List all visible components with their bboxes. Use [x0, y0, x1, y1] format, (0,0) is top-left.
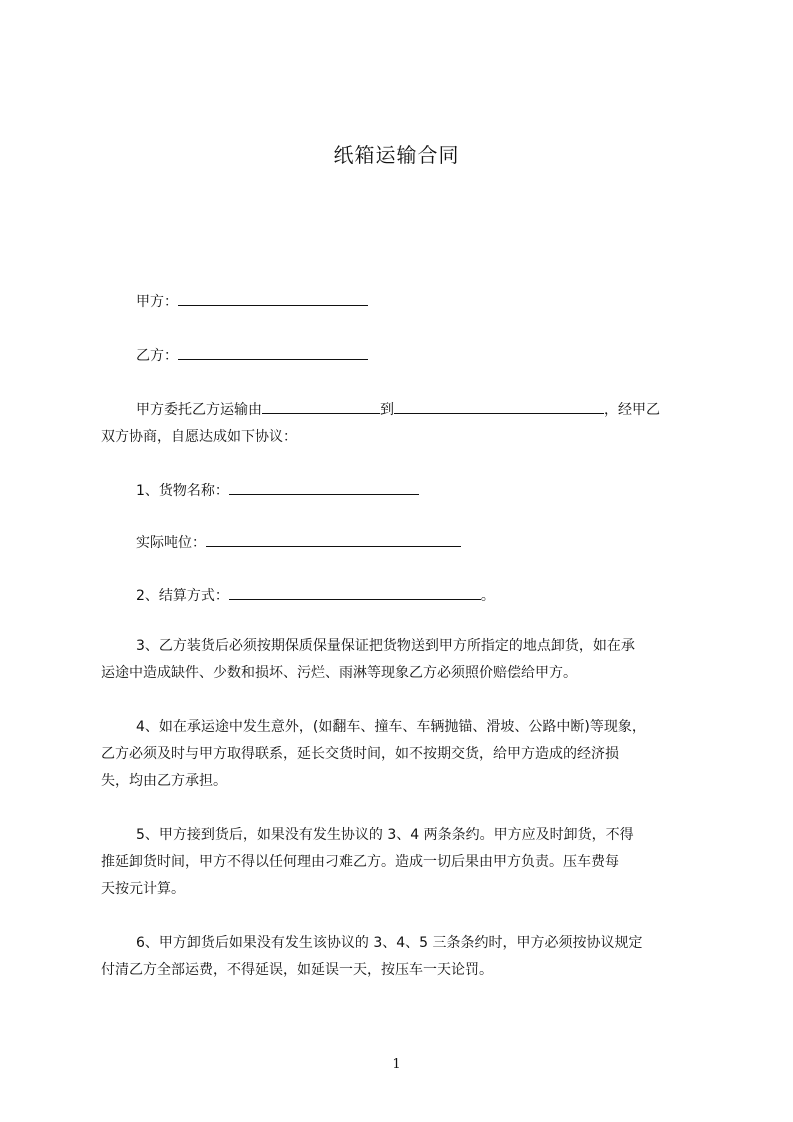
- settlement-line: [136, 585, 495, 606]
- origin-blank: [262, 399, 380, 414]
- party-a-label: 甲方：: [136, 294, 178, 310]
- destination-blank: [394, 399, 604, 414]
- page-number: 1: [392, 1057, 401, 1072]
- tonnage-line: [136, 532, 461, 553]
- party-b-label: 乙方：: [136, 348, 178, 364]
- tonnage-blank: [206, 532, 461, 547]
- goods-name-line: [136, 480, 419, 501]
- intro-paragraph: [101, 397, 713, 451]
- clause-4-line-1: 4、如在承运途中发生意外，(如翻车、撞车、车辆抛锚、滑坡、公路中断)等现象，: [136, 719, 646, 735]
- party-b-blank: [178, 345, 368, 360]
- document-title: 纸箱运输合同: [333, 143, 460, 167]
- intro-text-3: ，经甲乙: [604, 402, 660, 418]
- tonnage-label: 实际吨位：: [136, 535, 206, 551]
- clause-4-line-2: 乙方必须及时与甲方取得联系，延长交货时间，如不按期交货，给甲方造成的经济损: [101, 746, 619, 762]
- clause-3: [101, 633, 713, 687]
- goods-name-label: 1、货物名称：: [136, 483, 229, 499]
- clause-5: [101, 822, 713, 903]
- clause-5-line-2: 推延卸货时间，甲方不得以任何理由刁难乙方。造成一切后果由甲方负责。压车费每: [101, 854, 619, 870]
- intro-line-1: [101, 397, 713, 424]
- clause-3-line-1: 3、乙方装货后必须按期保质保量保证把货物送到甲方所指定的地点卸货，如在承: [136, 638, 635, 654]
- intro-text-1: 甲方委托乙方运输由: [136, 402, 262, 418]
- clause-5-line-3: 天按元计算。: [101, 881, 185, 897]
- clause-5-line-1: 5、甲方接到货后，如果没有发生协议的 3、4 两条条约。甲方应及时卸货，不得: [136, 827, 634, 843]
- intro-line-2: 双方协商，自愿达成如下协议：: [101, 429, 297, 445]
- party-b-line: [136, 345, 368, 366]
- party-a-blank: [178, 291, 368, 306]
- clause-4-line-3: 失，均由乙方承担。: [101, 773, 227, 789]
- clause-3-line-2: 运途中造成缺件、少数和损坏、污烂、雨淋等现象乙方必须照价赔偿给甲方。: [101, 665, 577, 681]
- settlement-label: 2、结算方式：: [136, 588, 229, 604]
- goods-name-blank: [229, 480, 419, 495]
- clause-6-line-1: 6、甲方卸货后如果没有发生该协议的 3、4、5 三条条约时，甲方必须按协议规定: [136, 935, 643, 951]
- clause-6: [101, 930, 713, 984]
- settlement-blank: [229, 585, 481, 600]
- settlement-end: 。: [480, 588, 495, 604]
- clause-4: [101, 714, 713, 795]
- intro-text-2: 到: [380, 402, 394, 418]
- party-a-line: [136, 291, 368, 312]
- clause-6-line-2: 付清乙方全部运费，不得延误，如延误一天，按压车一天论罚。: [101, 962, 493, 978]
